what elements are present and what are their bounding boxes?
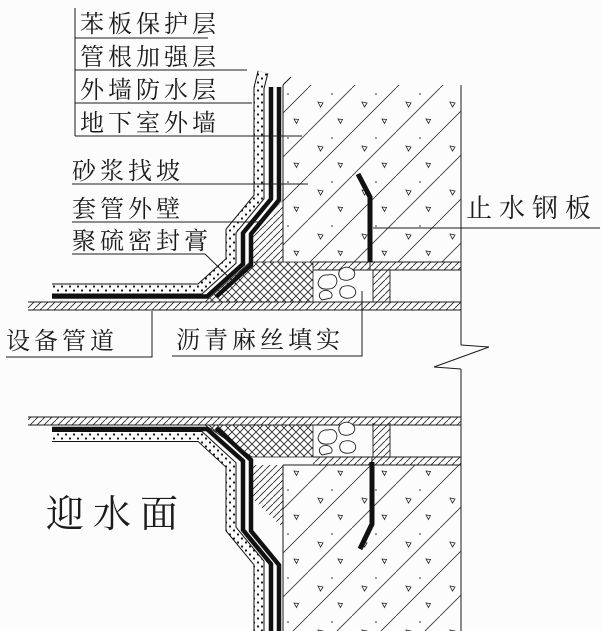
label-asphalt-hemp-fill: 沥青麻丝填实 [176,328,344,354]
label-protection-board-layer: 苯板保护层 [80,12,220,38]
label-equipment-pipe: 设备管道 [6,329,118,355]
label-polysulfide-sealant: 聚硫密封膏 [72,229,212,255]
label-waterstop-steel-plate: 止水钢板 [466,194,599,223]
label-pipe-root-reinforcement-layer: 管根加强层 [80,45,220,71]
equipment-pipe-wall-lower [28,417,461,425]
label-water-facing-side: 迎水面 [46,494,188,536]
label-mortar-slope: 砂浆找坡 [72,159,184,185]
label-casing-outer-wall: 套管外壁 [72,197,184,223]
equipment-pipe-wall-upper [28,302,461,310]
label-basement-exterior-wall: 地下室外墙 [80,111,220,137]
label-exterior-wall-waterproof-layer: 外墙防水层 [80,78,220,104]
